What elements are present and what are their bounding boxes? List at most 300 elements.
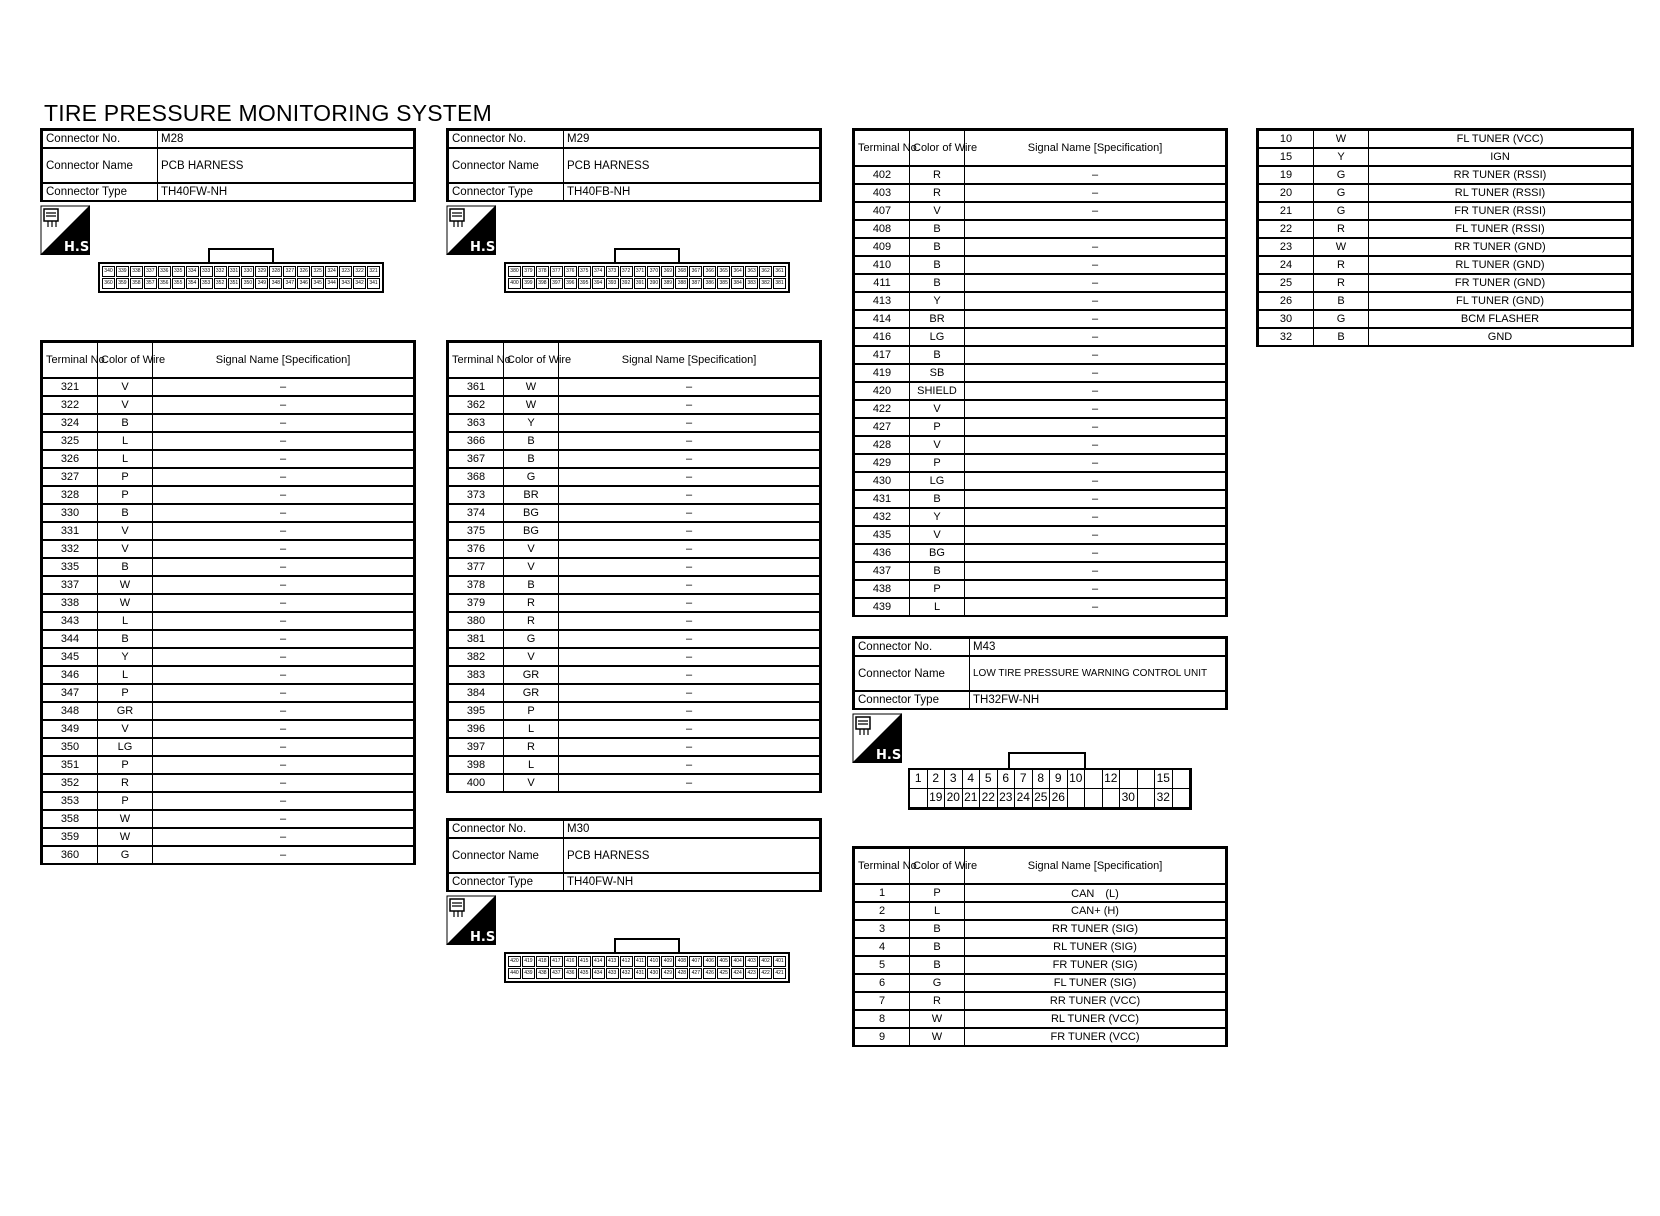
hs-label: H.S.	[470, 240, 501, 255]
connector-pin: 420	[508, 956, 521, 967]
wire-color: R	[910, 184, 965, 202]
color-of-wire-header: Color of Wire	[98, 343, 153, 379]
connector-pin: 404	[731, 956, 744, 967]
connector-pin: 407	[689, 956, 702, 967]
connector-pin: 30	[1120, 789, 1138, 808]
connector-pin: 343	[339, 278, 352, 289]
signal-name-header: Signal Name [Specification]	[153, 343, 414, 379]
m43-connector-no: M43	[970, 639, 1226, 657]
terminal-no: 432	[855, 508, 910, 526]
connector-pin: 25	[1033, 789, 1051, 808]
signal-name: –	[153, 612, 414, 630]
signal-name-header: Signal Name [Specification]	[965, 131, 1226, 167]
wire-color: LG	[910, 472, 965, 490]
table-row	[449, 558, 820, 576]
connector-pin: 19	[928, 789, 946, 808]
wire-color: Y	[910, 292, 965, 310]
connector-pin: 22	[980, 789, 998, 808]
connector-pin: 329	[255, 266, 268, 277]
table-row	[1259, 131, 1632, 149]
connector-pin: 3	[945, 770, 963, 789]
table-row	[43, 558, 414, 576]
hs-label: H.S.	[876, 748, 907, 763]
connector-pin: 340	[102, 266, 115, 277]
signal-name-header: Signal Name [Specification]	[965, 849, 1226, 885]
terminal-no: 338	[43, 594, 98, 612]
wire-color: GR	[98, 702, 153, 720]
wire-color: BG	[504, 504, 559, 522]
wire-color: V	[910, 400, 965, 418]
connector-pin: 359	[116, 278, 129, 289]
connector-pin: 32	[1155, 789, 1173, 808]
table-row	[855, 508, 1226, 526]
connector-pin: 355	[172, 278, 185, 289]
signal-name: BCM FLASHER	[1369, 310, 1632, 328]
terminal-no: 382	[449, 648, 504, 666]
connector-no-label: Connector No.	[449, 131, 564, 149]
wire-color: B	[98, 630, 153, 648]
terminal-no: 1	[855, 884, 910, 902]
signal-name: –	[559, 540, 820, 558]
connector-pin: 326	[297, 266, 310, 277]
connector-pin: 356	[158, 278, 171, 289]
signal-name: –	[559, 648, 820, 666]
terminal-no: 2	[855, 902, 910, 920]
signal-name: –	[559, 558, 820, 576]
wire-color: L	[98, 432, 153, 450]
terminal-no: 352	[43, 774, 98, 792]
table-row	[43, 720, 414, 738]
terminal-no: 362	[449, 396, 504, 414]
wire-color: G	[1314, 184, 1369, 202]
connector-pin: 344	[325, 278, 338, 289]
connector-pin: 392	[620, 278, 633, 289]
connector-pin: 438	[536, 968, 549, 979]
terminal-no: 360	[43, 846, 98, 863]
terminal-no: 324	[43, 414, 98, 432]
wire-color: P	[910, 454, 965, 472]
table-row	[43, 522, 414, 540]
m28-connector-type: TH40FW-NH	[158, 183, 414, 200]
terminal-no: 419	[855, 364, 910, 382]
connector-name-label: Connector Name	[43, 148, 158, 183]
wire-color: W	[910, 1010, 965, 1028]
m30-connector-info	[446, 818, 822, 892]
wire-color: G	[1314, 310, 1369, 328]
connector-pin	[910, 789, 928, 808]
connector-pin: 408	[675, 956, 688, 967]
wire-color: B	[910, 274, 965, 292]
terminal-no: 322	[43, 396, 98, 414]
connector-pin: 398	[536, 278, 549, 289]
connector-pin: 358	[130, 278, 143, 289]
connector-pin: 325	[311, 266, 324, 277]
connector-pin: 414	[592, 956, 605, 967]
connector-pin: 403	[745, 956, 758, 967]
signal-name: –	[965, 202, 1226, 220]
terminal-no: 373	[449, 486, 504, 504]
terminal-no: 10	[1259, 131, 1314, 149]
terminal-no: 384	[449, 684, 504, 702]
signal-name: –	[559, 450, 820, 468]
signal-name: –	[965, 328, 1226, 346]
table-row	[449, 774, 820, 791]
signal-name	[965, 220, 1226, 238]
wire-color: B	[910, 956, 965, 974]
terminal-no: 346	[43, 666, 98, 684]
signal-name: –	[965, 184, 1226, 202]
terminal-no: 5	[855, 956, 910, 974]
signal-name: –	[153, 846, 414, 863]
signal-name: –	[965, 400, 1226, 418]
connector-pin: 376	[564, 266, 577, 277]
terminal-no: 349	[43, 720, 98, 738]
table-row	[43, 378, 414, 396]
wire-color: P	[910, 418, 965, 436]
connector-pin: 335	[172, 266, 185, 277]
connector-pin: 378	[536, 266, 549, 277]
wire-color: B	[910, 938, 965, 956]
signal-name: –	[965, 580, 1226, 598]
signal-name: –	[559, 522, 820, 540]
wire-color: W	[98, 810, 153, 828]
connector-pin: 410	[647, 956, 660, 967]
wire-color: R	[504, 612, 559, 630]
connector-pin: 369	[661, 266, 674, 277]
signal-name: –	[965, 256, 1226, 274]
table-row	[1259, 310, 1632, 328]
terminal-no: 436	[855, 544, 910, 562]
connector-pin: 337	[144, 266, 157, 277]
signal-name: –	[153, 648, 414, 666]
table-row	[855, 1010, 1226, 1028]
terminal-no: 9	[855, 1028, 910, 1045]
table-row	[1259, 274, 1632, 292]
wire-color: V	[504, 558, 559, 576]
wire-color: L	[98, 450, 153, 468]
table-row	[855, 490, 1226, 508]
connector-pin: 390	[647, 278, 660, 289]
m30-connector-name: PCB HARNESS	[564, 838, 820, 873]
wire-color: V	[98, 396, 153, 414]
table-row	[43, 396, 414, 414]
wire-color: R	[98, 774, 153, 792]
signal-name: RL TUNER (VCC)	[965, 1010, 1226, 1028]
table-row	[855, 884, 1226, 902]
signal-name: –	[965, 436, 1226, 454]
connector-pin: 429	[661, 968, 674, 979]
connector-pin: 421	[773, 968, 786, 979]
terminal-no: 8	[855, 1010, 910, 1028]
signal-name: –	[559, 594, 820, 612]
connector-pin: 375	[578, 266, 591, 277]
terminal-no: 431	[855, 490, 910, 508]
signal-name: –	[559, 720, 820, 738]
wire-color: R	[1314, 220, 1369, 238]
table-row	[449, 612, 820, 630]
m28-connector-no: M28	[158, 131, 414, 149]
signal-name: –	[965, 418, 1226, 436]
connector-pin: 333	[200, 266, 213, 277]
terminal-no: 414	[855, 310, 910, 328]
wire-color: G	[504, 468, 559, 486]
signal-name-header: Signal Name [Specification]	[559, 343, 820, 379]
connector-pin: 377	[550, 266, 563, 277]
table-row	[449, 666, 820, 684]
terminal-no: 380	[449, 612, 504, 630]
connector-pin: 352	[214, 278, 227, 289]
terminal-no: 379	[449, 594, 504, 612]
color-of-wire-header: Color of Wire	[910, 131, 965, 167]
table-row	[43, 828, 414, 846]
connector-pin: 331	[228, 266, 241, 277]
signal-name: –	[153, 468, 414, 486]
table-row	[1259, 166, 1632, 184]
terminal-no: 3	[855, 920, 910, 938]
wire-color: P	[98, 486, 153, 504]
connector-pin: 416	[564, 956, 577, 967]
terminal-no: 26	[1259, 292, 1314, 310]
table-row	[855, 292, 1226, 310]
connector-pin: 365	[717, 266, 730, 277]
signal-name: FL TUNER (RSSI)	[1369, 220, 1632, 238]
terminal-no: 438	[855, 580, 910, 598]
wire-color: P	[504, 702, 559, 720]
wire-color: B	[98, 504, 153, 522]
color-of-wire-header: Color of Wire	[504, 343, 559, 379]
wire-color: V	[98, 378, 153, 396]
harness-side-icon	[852, 713, 907, 763]
connector-pin: 9	[1050, 770, 1068, 789]
terminal-no-header: Terminal No.	[449, 343, 504, 379]
connector-pin: 386	[703, 278, 716, 289]
wire-color: P	[98, 792, 153, 810]
connector-pin: 24	[1015, 789, 1033, 808]
terminal-no: 326	[43, 450, 98, 468]
connector-pin: 26	[1050, 789, 1068, 808]
connector-pin: 401	[773, 956, 786, 967]
wire-color: V	[504, 648, 559, 666]
signal-name: CAN+ (H)	[965, 902, 1226, 920]
connector-pin: 380	[508, 266, 521, 277]
connector-pin: 1	[910, 770, 928, 789]
connector-pin: 346	[297, 278, 310, 289]
signal-name: –	[965, 508, 1226, 526]
connector-pin: 437	[550, 968, 563, 979]
terminal-no: 19	[1259, 166, 1314, 184]
m28-pin-table	[40, 340, 416, 865]
wire-color: B	[910, 562, 965, 580]
terminal-no: 353	[43, 792, 98, 810]
table-row	[43, 810, 414, 828]
connector-pin: 389	[661, 278, 674, 289]
signal-name: –	[559, 738, 820, 756]
terminal-no: 381	[449, 630, 504, 648]
wire-color: L	[504, 756, 559, 774]
wire-color: G	[504, 630, 559, 648]
wire-color: B	[504, 576, 559, 594]
wire-color: P	[910, 580, 965, 598]
terminal-no: 325	[43, 432, 98, 450]
table-row	[1259, 184, 1632, 202]
table-row	[43, 540, 414, 558]
wire-color: W	[910, 1028, 965, 1045]
connector-pin: 384	[731, 278, 744, 289]
connector-pin: 334	[186, 266, 199, 277]
table-row	[855, 346, 1226, 364]
table-row	[855, 166, 1226, 184]
table-row	[43, 738, 414, 756]
m30-pin-table	[852, 128, 1228, 617]
m30-connector-no: M30	[564, 821, 820, 839]
table-row	[43, 792, 414, 810]
signal-name: –	[965, 364, 1226, 382]
table-row	[43, 504, 414, 522]
signal-name: –	[153, 720, 414, 738]
connector-pin: 405	[717, 956, 730, 967]
terminal-no: 435	[855, 526, 910, 544]
wire-color: P	[98, 684, 153, 702]
terminal-no: 437	[855, 562, 910, 580]
m43-connector-info	[852, 636, 1228, 710]
connector-pin	[1138, 770, 1156, 789]
terminal-no: 330	[43, 504, 98, 522]
signal-name: –	[965, 166, 1226, 184]
terminal-no: 397	[449, 738, 504, 756]
connector-name-label: Connector Name	[449, 148, 564, 183]
table-row	[855, 328, 1226, 346]
signal-name: RR TUNER (SIG)	[965, 920, 1226, 938]
wire-color: Y	[910, 508, 965, 526]
connector-pin: 363	[745, 266, 758, 277]
table-row	[855, 920, 1226, 938]
wire-color: W	[98, 594, 153, 612]
wire-color: B	[910, 256, 965, 274]
connector-pin: 366	[703, 266, 716, 277]
harness-side-icon	[40, 205, 95, 255]
wire-color: P	[98, 756, 153, 774]
signal-name: –	[965, 454, 1226, 472]
signal-name: –	[559, 468, 820, 486]
terminal-no-header: Terminal No.	[855, 131, 910, 167]
table-row	[43, 486, 414, 504]
connector-pin: 328	[269, 266, 282, 277]
table-row	[855, 256, 1226, 274]
connector-pin: 364	[731, 266, 744, 277]
wire-color: GR	[504, 684, 559, 702]
signal-name: –	[153, 828, 414, 846]
m43-connector-face	[908, 768, 1192, 810]
table-row	[855, 562, 1226, 580]
table-row	[855, 938, 1226, 956]
signal-name: –	[559, 666, 820, 684]
signal-name: –	[559, 612, 820, 630]
wire-color: B	[910, 490, 965, 508]
m28-connector-info	[40, 128, 416, 202]
connector-pin: 423	[745, 968, 758, 979]
wire-color: B	[910, 220, 965, 238]
table-row	[855, 580, 1226, 598]
table-row	[855, 418, 1226, 436]
connector-pin: 402	[759, 956, 772, 967]
connector-pin: 382	[759, 278, 772, 289]
connector-pin: 411	[634, 956, 647, 967]
wire-color: R	[504, 738, 559, 756]
connector-pin: 433	[606, 968, 619, 979]
wire-color: V	[910, 436, 965, 454]
wire-color: Y	[98, 648, 153, 666]
m29-connector-no: M29	[564, 131, 820, 149]
table-row	[449, 738, 820, 756]
wire-color: W	[98, 828, 153, 846]
connector-name-label: Connector Name	[855, 656, 970, 691]
terminal-no: 377	[449, 558, 504, 576]
signal-name: –	[153, 756, 414, 774]
table-row	[1259, 292, 1632, 310]
connector-pin: 2	[928, 770, 946, 789]
m43-pin-table-b	[1256, 128, 1634, 347]
connector-pin: 370	[647, 266, 660, 277]
connector-pin: 367	[689, 266, 702, 277]
wire-color: B	[910, 920, 965, 938]
signal-name: –	[153, 774, 414, 792]
connector-pin: 10	[1068, 770, 1086, 789]
hs-label: H.S.	[470, 930, 501, 945]
connector-name-label: Connector Name	[449, 838, 564, 873]
terminal-no: 348	[43, 702, 98, 720]
connector-pin: 336	[158, 266, 171, 277]
connector-pin: 322	[353, 266, 366, 277]
table-row	[1259, 148, 1632, 166]
connector-pin: 432	[620, 968, 633, 979]
connector-pin: 362	[759, 266, 772, 277]
connector-type-label: Connector Type	[449, 873, 564, 890]
connector-pin: 435	[578, 968, 591, 979]
connector-pin	[1103, 789, 1121, 808]
table-row	[43, 414, 414, 432]
terminal-no: 25	[1259, 274, 1314, 292]
table-row	[43, 684, 414, 702]
table-row	[449, 522, 820, 540]
table-row	[449, 756, 820, 774]
table-row	[43, 594, 414, 612]
table-row	[449, 468, 820, 486]
wire-color: R	[1314, 256, 1369, 274]
signal-name: –	[559, 630, 820, 648]
connector-pin: 6	[998, 770, 1016, 789]
connector-pin: 439	[522, 968, 535, 979]
connector-no-label: Connector No.	[855, 639, 970, 657]
terminal-no: 22	[1259, 220, 1314, 238]
signal-name: RL TUNER (GND)	[1369, 256, 1632, 274]
signal-name: –	[153, 432, 414, 450]
wire-color: V	[98, 522, 153, 540]
wire-color: BR	[504, 486, 559, 504]
terminal-no: 24	[1259, 256, 1314, 274]
connector-pin: 426	[703, 968, 716, 979]
signal-name: RR TUNER (VCC)	[965, 992, 1226, 1010]
m43-pin-table-a	[852, 846, 1228, 1047]
signal-name: –	[559, 504, 820, 522]
table-row	[1259, 202, 1632, 220]
connector-pin: 434	[592, 968, 605, 979]
wire-color: LG	[98, 738, 153, 756]
connector-pin: 357	[144, 278, 157, 289]
terminal-no: 396	[449, 720, 504, 738]
connector-pin: 419	[522, 956, 535, 967]
terminal-no: 408	[855, 220, 910, 238]
terminal-no: 15	[1259, 148, 1314, 166]
